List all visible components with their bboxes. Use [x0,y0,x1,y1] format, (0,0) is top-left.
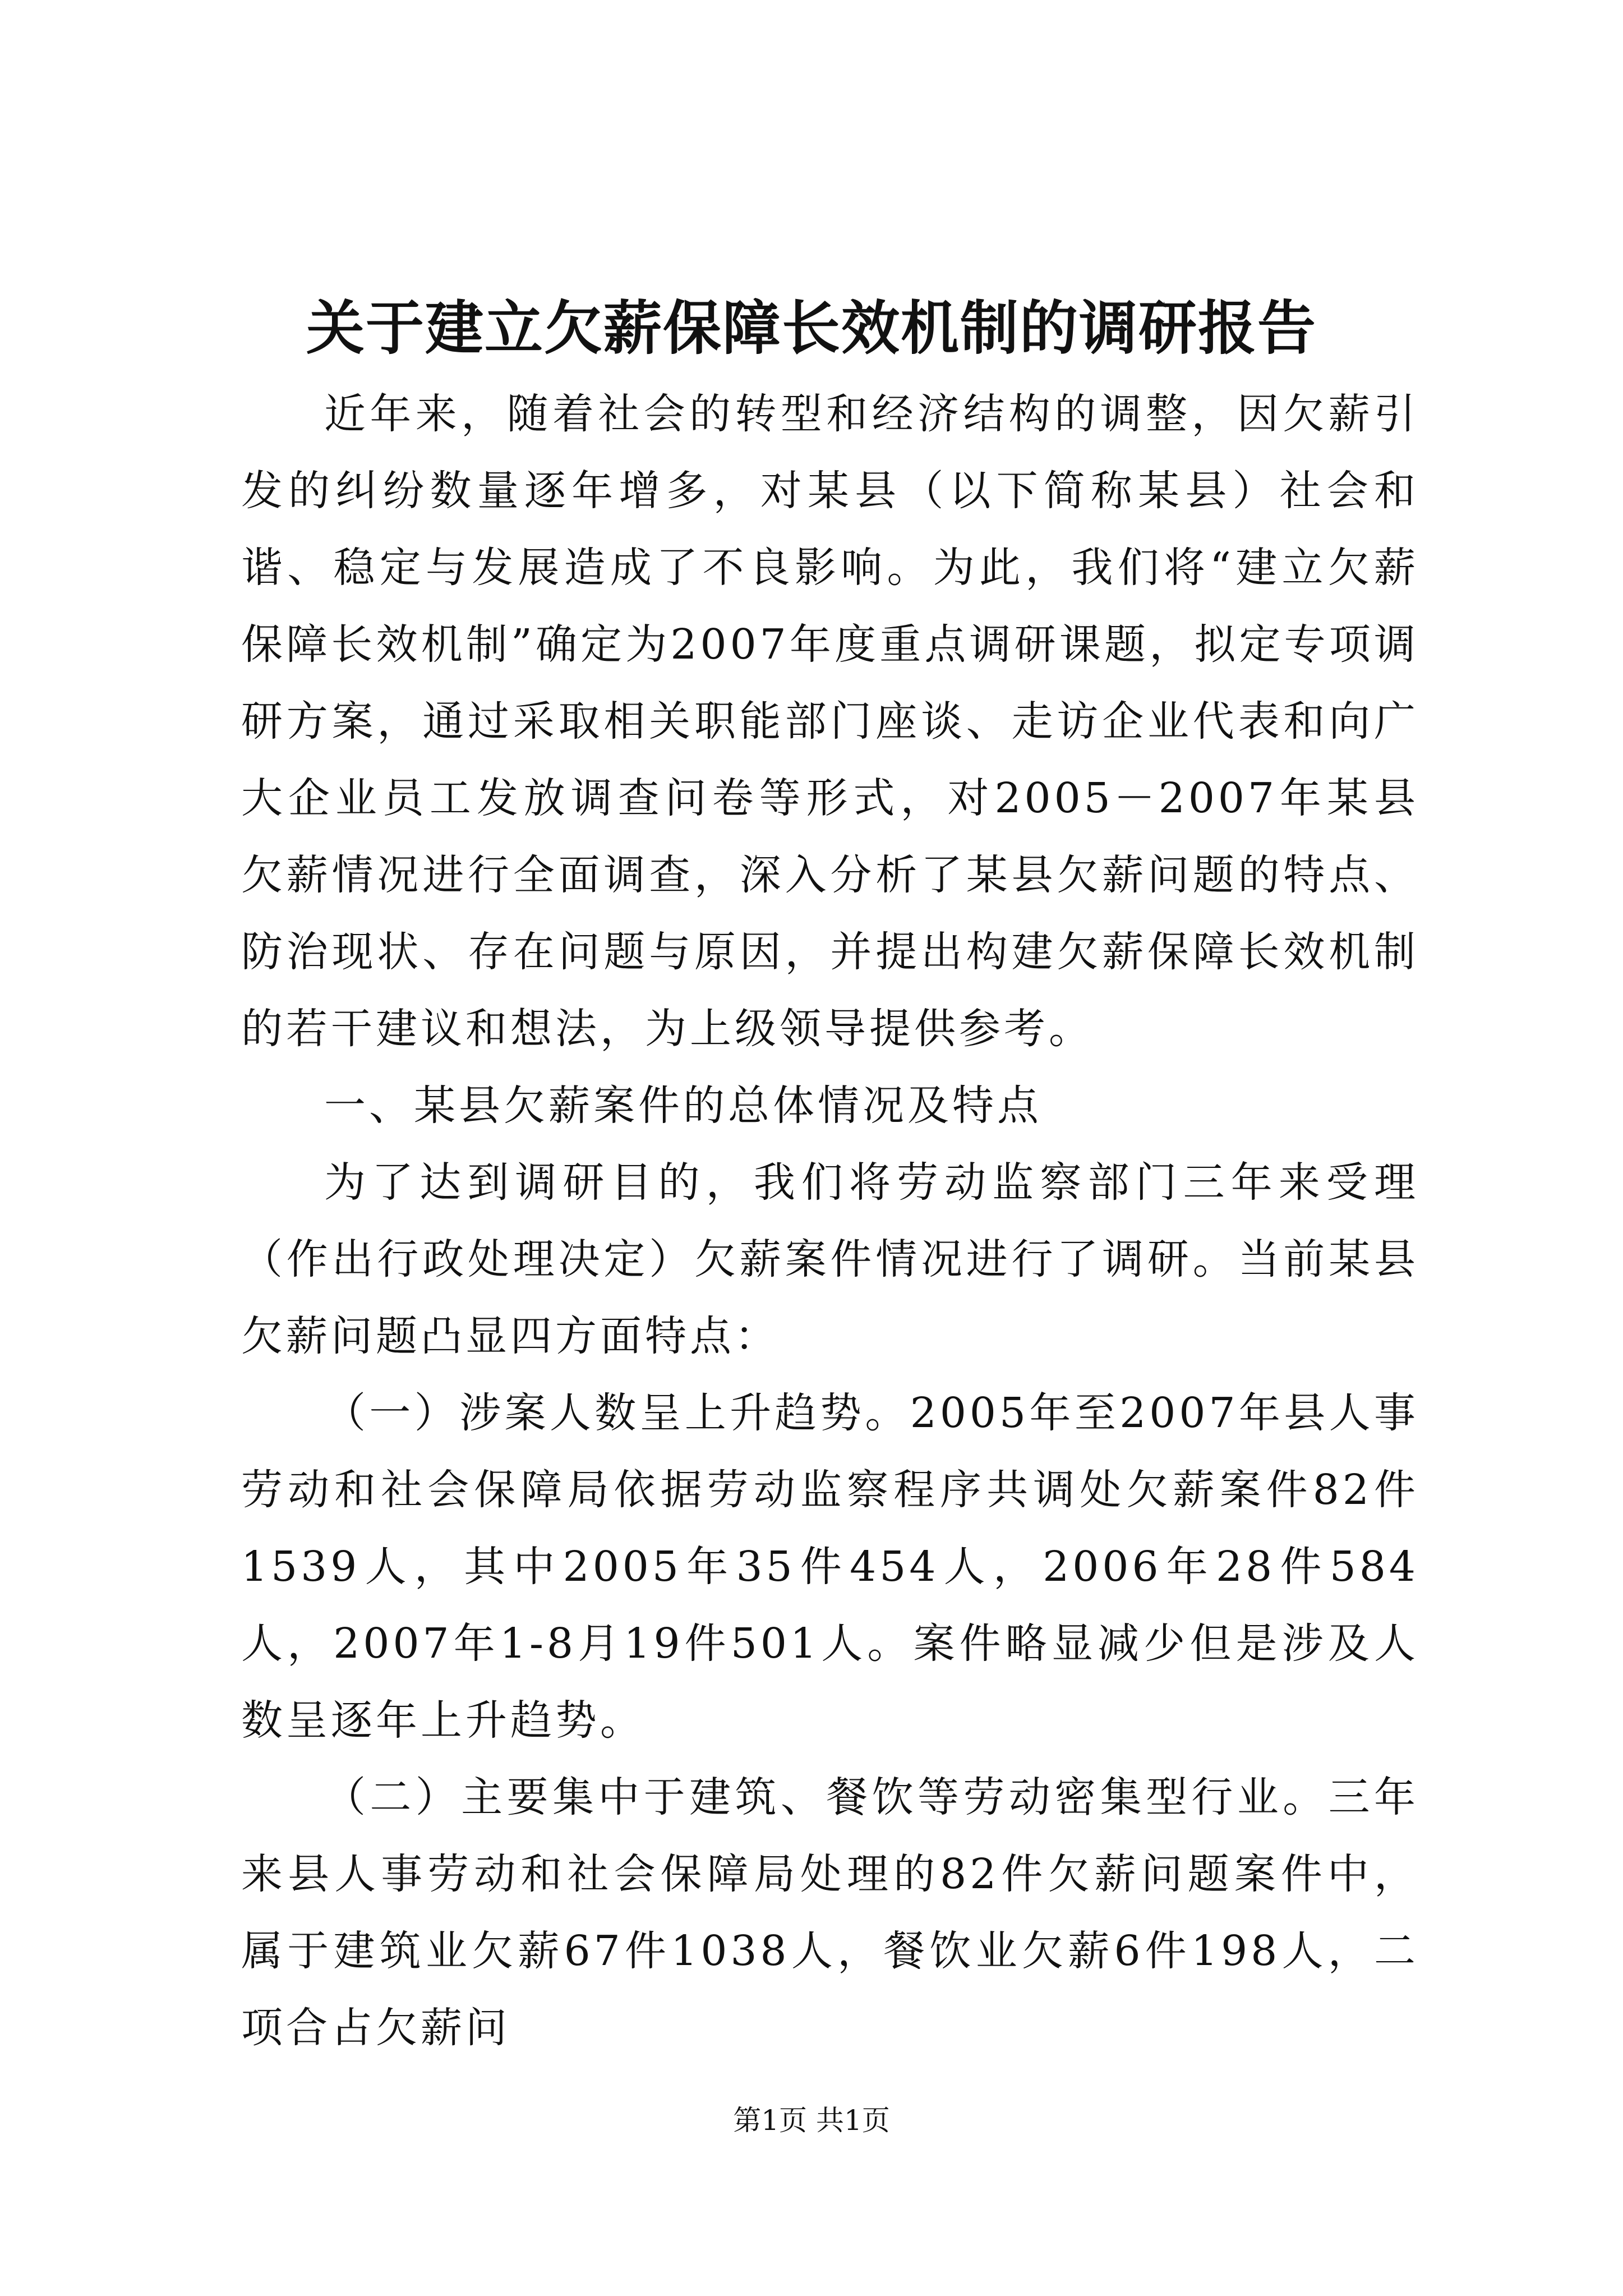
document-body [241,376,1419,2067]
document-title: 关于建立欠薪保障长效机制的调研报告 [306,293,1317,362]
point-one-paragraph: （一）涉案人数呈上升趋势。2005年至2007年县人事劳动和社会保障局依据劳动监察程序共调处欠薪案件82件1539人，其中2005年35件454人，2006年28件584人，2007年1-8月19件501人。案件略显减少但是涉及人数呈逐年上升趋势。 [241,1389,1419,1745]
section-heading: 一、某县欠薪案件的总体情况及特点 [324,1082,1042,1130]
intro-paragraph: 近年来，随着社会的转型和经济结构的调整，因欠薪引发的纠纷数量逐年增多，对某县（以下简称某县）社会和谐、稳定与发展造成了不良影响。为此，我们将“建立欠薪保障长效机制”确定为2007年度重点调研课题，拟定专项调研方案，通过采取相关职能部门座谈、走访企业代表和向广大企业员工发放调查问卷等形式，对2005－2007年某县欠薪情况进行全面调查，深入分析了某县欠薪问题的特点、防治现状、存在问题与原因，并提出构建欠薪保障长效机制的若干建议和想法，为上级领导提供参考。 [241,390,1419,1053]
page-number-footer: 第1页 共1页 [733,2104,890,2137]
point-two-paragraph: （二）主要集中于建筑、餐饮等劳动密集型行业。三年来县人事劳动和社会保障局处理的82件欠薪问题案件中，属于建筑业欠薪67件1038人，餐饮业欠薪6件198人，二项合占欠薪问 [241,1773,1419,2052]
section-intro-paragraph: 为了达到调研目的，我们将劳动监察部门三年来受理（作出行政处理决定）欠薪案件情况进行了调研。当前某县欠薪问题凸显四方面特点： [241,1158,1419,1360]
